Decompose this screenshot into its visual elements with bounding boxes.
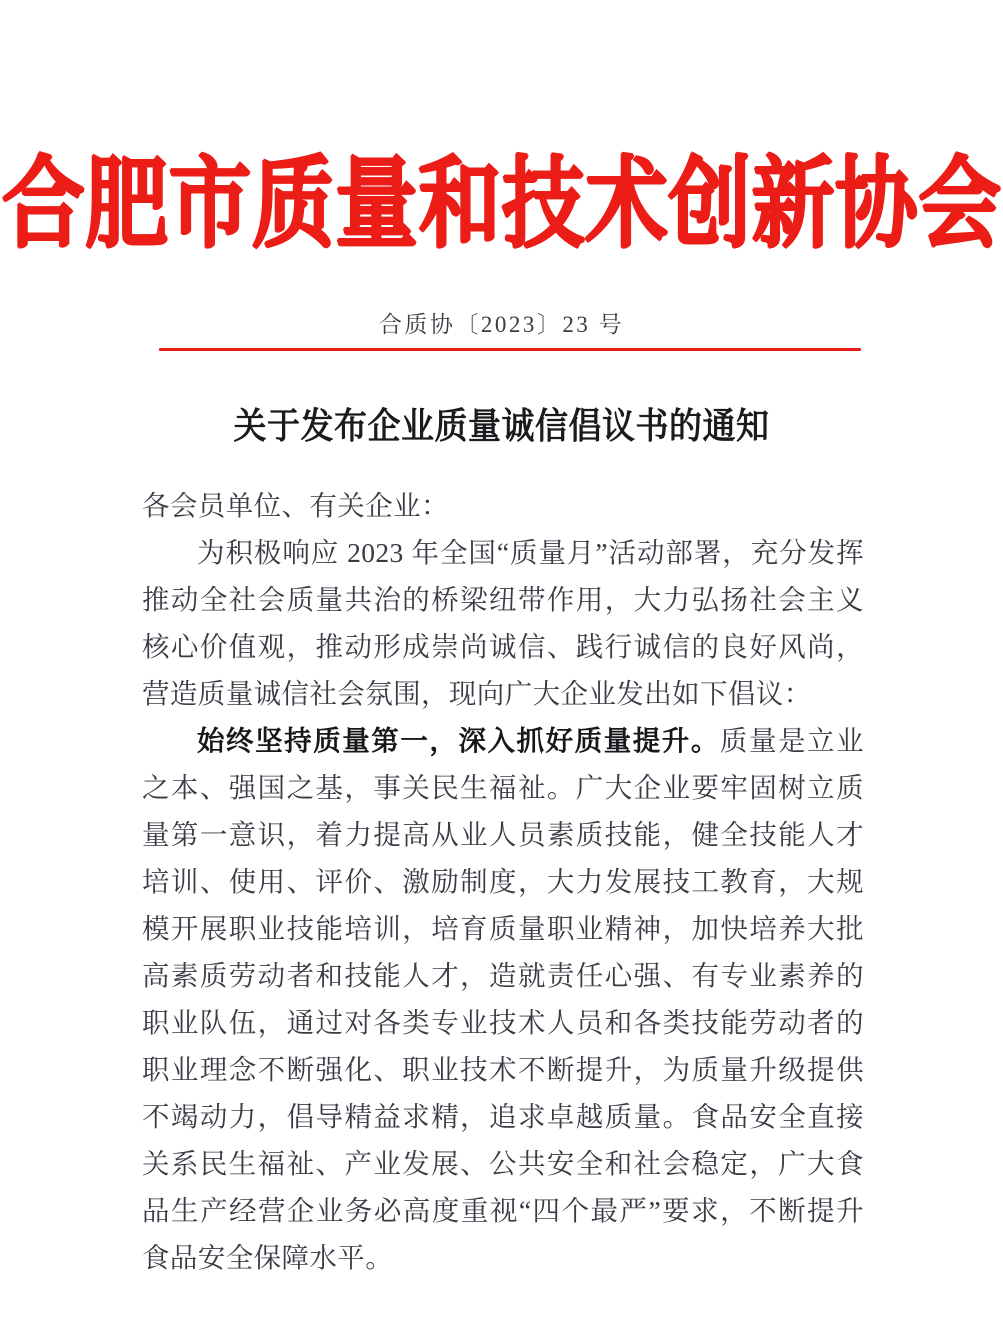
organization-name: 合肥市质量和技术创新协会 — [1, 150, 1002, 261]
red-divider-rule — [159, 348, 861, 351]
paragraph-item-one — [142, 717, 864, 1281]
paragraph-item-one-lead: 始终坚持质量第一，深入抓好质量提升。 — [197, 725, 720, 756]
document-body — [142, 482, 864, 1281]
notice-title: 关于发布企业质量诚信倡议书的通知 — [233, 407, 770, 447]
salutation: 各会员单位、有关企业： — [142, 490, 449, 521]
paragraph-item-one-body: 质量是立业之本、强国之基，事关民生福祉。广大企业要牢固树立质量第一意识，着力提高从业人员素质技能，健全技能人才培训、使用、评价、激励制度，大力发展技工教育，大规模开展职业技能培训，培育质量职业精神，加快培养大批高素质劳动者和技能人才，造就责任心强、有专业素养的职业队伍，通过对各类专业技术人员和各类技能劳动者的职业理念不断强化、职业技术不断提升，为质量升级提供不竭动力，倡导精益求精，追求卓越质量。食品安全直接关系民生福祉、产业发展、公共安全和社会稳定，广大食品生产经营企业务必高度重视“四个最严”要求，不断提升食品安全保障水平。 — [142, 725, 865, 1273]
masthead — [0, 150, 1003, 262]
document-serial-number: 合质协〔2023〕23 号 — [378, 312, 625, 337]
paragraph-intro: 为积极响应 2023 年全国“质量月”活动部署，充分发挥推动全社会质量共治的桥梁纽带作用，大力弘扬社会主义核心价值观，推动形成崇尚诚信、践行诚信的良好风尚，营造质量诚信社会氛围，现向广大企业发出如下倡议： — [142, 537, 864, 709]
